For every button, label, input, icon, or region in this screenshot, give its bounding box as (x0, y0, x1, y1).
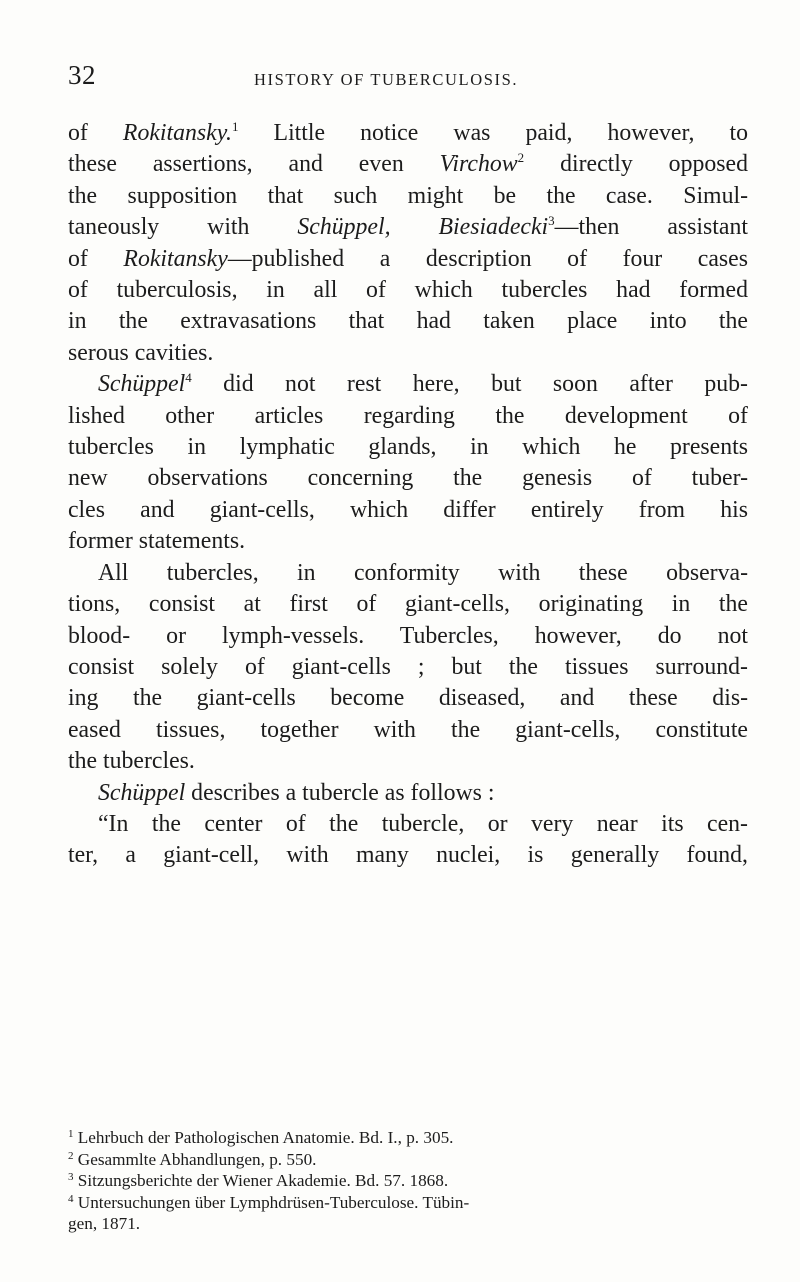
text-line: consist solely of giant-cells ; but the tissues surround- (68, 653, 748, 680)
text-line: ing the giant-cells become diseased, and these dis- (68, 685, 748, 712)
text-line: taneously with Schüppel, Biesiadecki$^3$—then assistant (68, 213, 748, 241)
text-line: ter, a giant-cell, with many nuclei, is generally found, (68, 842, 748, 869)
text-line: “In the center of the tubercle, or very near its cen- (98, 810, 748, 837)
text-line: tubercles in lymphatic glands, in which he presents (68, 434, 748, 461)
footnote-ref: 2 (517, 150, 525, 166)
text-line: Schüppel$^4$ did not rest here, but soon after pub- (98, 370, 748, 398)
footnote-number: 4 (68, 1192, 74, 1205)
text-line: All tubercles, in conformity with these observa- (98, 559, 748, 586)
text-line: of Rokitansky.$^1$ Little notice was paid, however, to (68, 119, 748, 146)
text-line: serous cavities. (68, 339, 214, 366)
text-line: blood- or lymph-vessels. Tubercles, however, do not (68, 622, 748, 649)
footnote: $^4$ Untersuchungen über Lymphdrüsen-Tuberculose. Tübin- (68, 1192, 470, 1212)
author-name: Schüppel (98, 371, 186, 398)
text-line: new observations concerning the genesis of tuber- (68, 465, 748, 492)
author-name: Rokitansky. (122, 120, 232, 146)
footnote-number: 2 (68, 1149, 74, 1162)
text-line: of Rokitansky—published a description of four cases (68, 245, 748, 272)
footnote-ref: 1 (231, 119, 239, 134)
footnote: $^1$ Lehrbuch der Pathologischen Anatomie. Bd. I., p. 305. (68, 1128, 454, 1147)
running-title: HISTORY OF TUBERCULOSIS. (254, 70, 519, 89)
text-line: lished other articles regarding the development of (68, 402, 748, 429)
text-line: these assertions, and even Virchow$^2$ directly opposed (68, 150, 748, 178)
author-name: Schüppel, Biesiadecki (297, 214, 549, 241)
footnote-number: 3 (68, 1171, 74, 1184)
running-head (68, 60, 748, 96)
footnote-ref: 4 (185, 370, 192, 386)
text-line: the supposition that such might be the case. Simul- (68, 182, 748, 209)
text-line: Schüppel describes a tubercle as follows : (98, 779, 495, 806)
footnotes (68, 1127, 748, 1235)
text-line: tions, consist at first of giant-cells, originating in the (68, 591, 748, 618)
text-line: eased tissues, together with the giant-cells, constitute (68, 716, 748, 743)
author-name: Virchow (439, 151, 518, 178)
author-name: Rokitansky (123, 245, 228, 272)
footnote-ref: 3 (548, 213, 555, 229)
text-line: in the extravasations that had taken place into the (68, 308, 748, 335)
text-line: of tuberculosis, in all of which tubercles had formed (68, 277, 748, 304)
text-line: the tubercles. (68, 748, 195, 775)
text-line: former statements. (68, 528, 246, 555)
footnote: $^3$ Sitzungsberichte der Wiener Akademie. Bd. 57. 1868. (68, 1171, 449, 1191)
page-number: 32 (68, 60, 96, 90)
text-line: cles and giant-cells, which differ entirely from his (68, 496, 748, 523)
author-name: Schüppel (98, 779, 186, 806)
body-text (68, 118, 748, 872)
footnote: $^2$ Gesammlte Abhandlungen, p. 550. (68, 1149, 317, 1169)
footnote-continuation: gen, 1871. (68, 1214, 141, 1234)
footnote-number: 1 (68, 1128, 74, 1140)
